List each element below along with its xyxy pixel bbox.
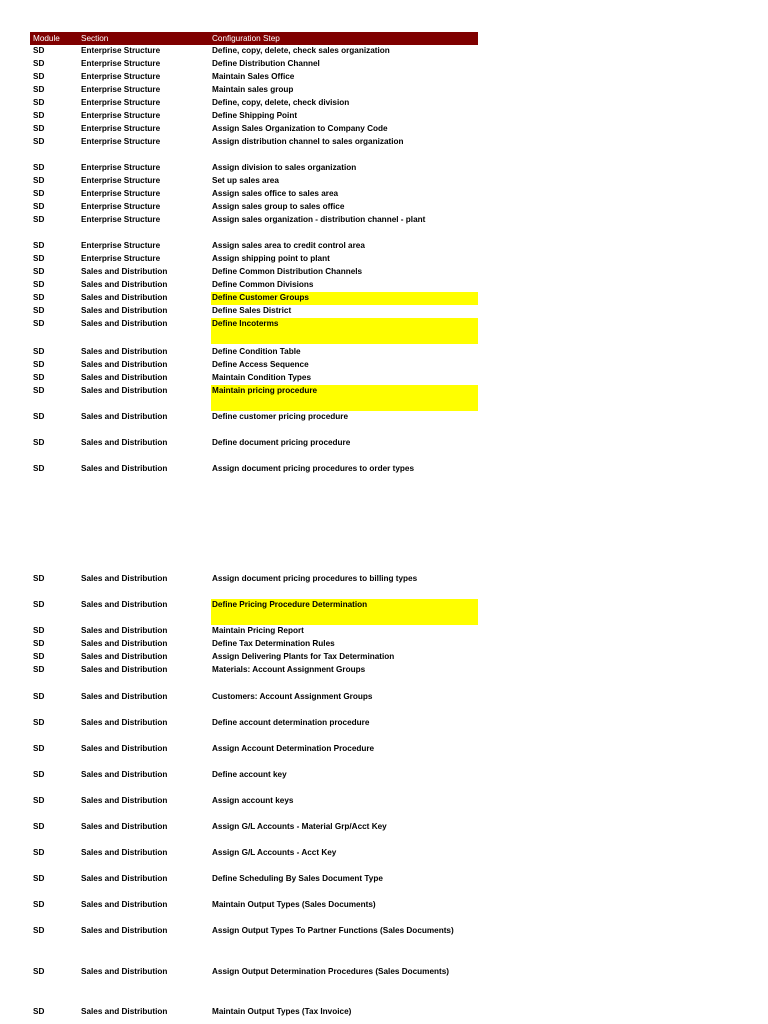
section-cell: Enterprise Structure (81, 111, 161, 120)
section-cell: Enterprise Structure (81, 72, 161, 81)
step-cell: Maintain Output Types (Sales Documents) (212, 900, 376, 909)
table-row (30, 924, 478, 937)
section-cell: Enterprise Structure (81, 189, 161, 198)
step-cell: Define document pricing procedure (212, 438, 351, 447)
section-cell: Sales and Distribution (81, 600, 168, 609)
section-cell: Sales and Distribution (81, 293, 168, 302)
module-cell: SD (33, 822, 45, 831)
table-row (30, 358, 478, 371)
table-row (30, 174, 478, 187)
module-cell: SD (33, 98, 45, 107)
step-cell: Assign Account Determination Procedure (212, 744, 375, 753)
section-cell: Enterprise Structure (81, 163, 161, 172)
step-cell: Define Pricing Procedure Determination (212, 600, 368, 609)
table-row (30, 572, 478, 585)
step-cell: Define Customer Groups (212, 293, 309, 302)
section-cell: Enterprise Structure (81, 241, 161, 250)
step-cell: Define, copy, delete, check sales organization (212, 46, 390, 55)
step-cell: Maintain Output Types (Tax Invoice) (212, 1007, 352, 1016)
table-row (30, 252, 478, 265)
step-cell: Define Sales District (212, 306, 292, 315)
table-row (30, 278, 478, 291)
module-cell: SD (33, 360, 45, 369)
module-cell: SD (33, 59, 45, 68)
step-cell: Define, copy, delete, check division (212, 98, 350, 107)
table-row (30, 650, 478, 663)
module-cell: SD (33, 306, 45, 315)
module-cell: SD (33, 1007, 45, 1016)
module-cell: SD (33, 967, 45, 976)
module-cell: SD (33, 412, 45, 421)
step-cell: Define customer pricing procedure (212, 412, 349, 421)
step-cell: Maintain Condition Types (212, 373, 312, 382)
section-cell: Sales and Distribution (81, 692, 168, 701)
section-cell: Enterprise Structure (81, 202, 161, 211)
section-cell: Sales and Distribution (81, 744, 168, 753)
module-cell: SD (33, 280, 45, 289)
table-row (30, 161, 478, 174)
step-cell: Assign Delivering Plants for Tax Determination (212, 652, 395, 661)
table-row (30, 846, 478, 859)
section-cell: Sales and Distribution (81, 386, 168, 395)
section-cell: Enterprise Structure (81, 176, 161, 185)
table-row (30, 598, 478, 611)
step-cell: Assign division to sales organization (212, 163, 357, 172)
table-row (30, 265, 478, 278)
step-cell: Assign sales organization - distribution channel - plant (212, 215, 426, 224)
table-row (30, 794, 478, 807)
section-cell: Sales and Distribution (81, 360, 168, 369)
section-cell: Sales and Distribution (81, 373, 168, 382)
module-cell: SD (33, 373, 45, 382)
section-cell: Sales and Distribution (81, 574, 168, 583)
step-cell: Define Condition Table (212, 347, 301, 356)
module-cell: SD (33, 665, 45, 674)
table-row (30, 291, 478, 304)
step-cell: Define Shipping Point (212, 111, 298, 120)
step-cell: Customers: Account Assignment Groups (212, 692, 373, 701)
section-cell: Sales and Distribution (81, 874, 168, 883)
module-cell: SD (33, 692, 45, 701)
section-cell: Enterprise Structure (81, 215, 161, 224)
table-row (30, 965, 478, 978)
module-cell: SD (33, 215, 45, 224)
section-cell: Sales and Distribution (81, 639, 168, 648)
module-cell: SD (33, 267, 45, 276)
table-row (30, 345, 478, 358)
table-row (30, 239, 478, 252)
step-cell: Define Tax Determination Rules (212, 639, 335, 648)
module-cell: SD (33, 900, 45, 909)
section-cell: Sales and Distribution (81, 796, 168, 805)
table-row (30, 872, 478, 885)
table-row (30, 57, 478, 70)
step-cell: Define Distribution Channel (212, 59, 320, 68)
table-row (30, 436, 478, 449)
step-cell: Maintain Sales Office (212, 72, 295, 81)
module-cell: SD (33, 46, 45, 55)
section-cell: Sales and Distribution (81, 665, 168, 674)
module-cell: SD (33, 744, 45, 753)
module-cell: SD (33, 163, 45, 172)
table-row (30, 187, 478, 200)
module-cell: SD (33, 438, 45, 447)
section-cell: Sales and Distribution (81, 967, 168, 976)
table-row (30, 109, 478, 122)
table-row (30, 44, 478, 57)
module-cell: SD (33, 254, 45, 263)
module-cell: SD (33, 137, 45, 146)
section-cell: Enterprise Structure (81, 98, 161, 107)
table-row (30, 122, 478, 135)
table-row (30, 690, 478, 703)
table-row (30, 742, 478, 755)
module-cell: SD (33, 176, 45, 185)
table-row (30, 898, 478, 911)
section-cell: Sales and Distribution (81, 822, 168, 831)
table-row (30, 820, 478, 833)
module-cell: SD (33, 202, 45, 211)
section-cell: Sales and Distribution (81, 718, 168, 727)
module-cell: SD (33, 796, 45, 805)
section-cell: Enterprise Structure (81, 254, 161, 263)
module-cell: SD (33, 85, 45, 94)
section-cell: Sales and Distribution (81, 848, 168, 857)
section-cell: Sales and Distribution (81, 770, 168, 779)
module-cell: SD (33, 241, 45, 250)
table-row (30, 637, 478, 650)
table-row (30, 410, 478, 423)
step-cell: Assign shipping point to plant (212, 254, 330, 263)
step-cell: Assign Output Types To Partner Functions (Sales Documents) (212, 926, 454, 935)
table-row (30, 213, 478, 226)
module-cell: SD (33, 874, 45, 883)
table-row (30, 624, 478, 637)
step-cell: Maintain sales group (212, 85, 294, 94)
step-cell: Materials: Account Assignment Groups (212, 665, 366, 674)
module-cell: SD (33, 639, 45, 648)
step-cell: Assign document pricing procedures to billing types (212, 574, 418, 583)
step-cell: Assign Sales Organization to Company Code (212, 124, 388, 133)
table-row (30, 83, 478, 96)
section-cell: Enterprise Structure (81, 59, 161, 68)
section-cell: Sales and Distribution (81, 900, 168, 909)
section-cell: Sales and Distribution (81, 652, 168, 661)
module-cell: SD (33, 770, 45, 779)
module-cell: SD (33, 848, 45, 857)
table-row (30, 1005, 478, 1018)
section-cell: Enterprise Structure (81, 46, 161, 55)
step-cell: Set up sales area (212, 176, 279, 185)
section-cell: Sales and Distribution (81, 626, 168, 635)
step-cell: Define Scheduling By Sales Document Type (212, 874, 383, 883)
step-cell: Define Common Divisions (212, 280, 314, 289)
header-section: Section (81, 34, 109, 43)
table-row (30, 135, 478, 148)
section-cell: Sales and Distribution (81, 926, 168, 935)
module-cell: SD (33, 293, 45, 302)
table-row (30, 317, 478, 330)
table-row (30, 384, 478, 397)
module-cell: SD (33, 464, 45, 473)
header-module: Module (33, 34, 60, 43)
step-cell: Assign G/L Accounts - Acct Key (212, 848, 337, 857)
table-row (30, 716, 478, 729)
section-cell: Enterprise Structure (81, 137, 161, 146)
header-step: Configuration Step (212, 34, 280, 43)
section-cell: Sales and Distribution (81, 438, 168, 447)
module-cell: SD (33, 111, 45, 120)
step-cell: Assign sales office to sales area (212, 189, 339, 198)
module-cell: SD (33, 574, 45, 583)
section-cell: Sales and Distribution (81, 267, 168, 276)
table-row (30, 200, 478, 213)
step-cell: Assign sales area to credit control area (212, 241, 365, 250)
module-cell: SD (33, 124, 45, 133)
table-row (30, 70, 478, 83)
module-cell: SD (33, 386, 45, 395)
step-cell: Maintain Pricing Report (212, 626, 304, 635)
step-cell: Define account determination procedure (212, 718, 370, 727)
step-cell: Assign document pricing procedures to order types (212, 464, 414, 473)
module-cell: SD (33, 926, 45, 935)
module-cell: SD (33, 189, 45, 198)
table-row (30, 371, 478, 384)
module-cell: SD (33, 652, 45, 661)
step-cell: Maintain pricing procedure (212, 386, 318, 395)
table-row (30, 663, 478, 676)
section-cell: Enterprise Structure (81, 124, 161, 133)
section-cell: Sales and Distribution (81, 347, 168, 356)
module-cell: SD (33, 319, 45, 328)
step-cell: Assign Output Determination Procedures (Sales Documents) (212, 967, 450, 976)
step-cell: Define account key (212, 770, 287, 779)
section-cell: Enterprise Structure (81, 85, 161, 94)
table-row (30, 96, 478, 109)
section-cell: Sales and Distribution (81, 306, 168, 315)
module-cell: SD (33, 626, 45, 635)
module-cell: SD (33, 72, 45, 81)
step-cell: Assign distribution channel to sales organization (212, 137, 404, 146)
step-cell: Define Access Sequence (212, 360, 309, 369)
table-row (30, 304, 478, 317)
step-cell: Define Common Distribution Channels (212, 267, 363, 276)
module-cell: SD (33, 347, 45, 356)
section-cell: Sales and Distribution (81, 1007, 168, 1016)
step-cell: Define Incoterms (212, 319, 279, 328)
step-cell: Assign sales group to sales office (212, 202, 345, 211)
module-cell: SD (33, 600, 45, 609)
table-row (30, 768, 478, 781)
section-cell: Sales and Distribution (81, 412, 168, 421)
section-cell: Sales and Distribution (81, 280, 168, 289)
step-cell: Assign G/L Accounts - Material Grp/Acct Key (212, 822, 387, 831)
section-cell: Sales and Distribution (81, 319, 168, 328)
section-cell: Sales and Distribution (81, 464, 168, 473)
table-row (30, 462, 478, 475)
step-cell: Assign account keys (212, 796, 294, 805)
module-cell: SD (33, 718, 45, 727)
